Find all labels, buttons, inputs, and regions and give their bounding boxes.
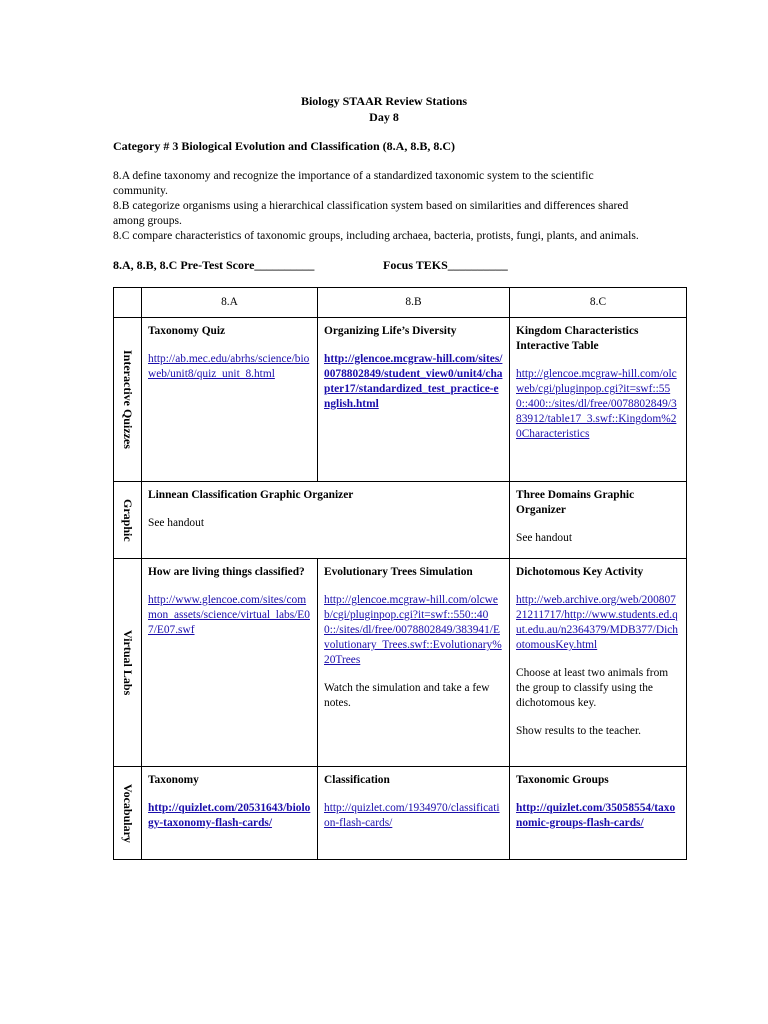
teks-8a: 8.A define taxonomy and recognize the importance of a standardized taxonomic system to the scientific community. (113, 169, 594, 197)
row-label-graphic: Graphic (121, 498, 135, 542)
cell-title: Dichotomous Key Activity (516, 566, 644, 578)
row-label-virtual-labs: Virtual Labs (121, 629, 135, 696)
column-header-8b: 8.B (318, 288, 510, 318)
cell-labs-8b (318, 559, 510, 767)
row-label-cell (114, 767, 142, 860)
document-day: Day 8 (369, 110, 399, 124)
cell-labs-8a (142, 559, 318, 767)
cell-note: See handout (148, 517, 204, 529)
organizing-lifes-diversity-link[interactable]: http://glencoe.mcgraw-hill.com/sites/0078802849/student_view0/unit4/chapter17/standardized_test_practice-english.html (324, 353, 503, 410)
row-vocabulary (114, 767, 687, 860)
cell-title: Taxonomic Groups (516, 774, 609, 786)
cell-title: Linnean Classification Graphic Organizer (148, 489, 354, 501)
row-label-interactive-quizzes: Interactive Quizzes (121, 350, 135, 449)
cell-note: Choose at least two animals from the group to classify using the dichotomous key. (516, 667, 669, 709)
taxonomy-flashcards-link[interactable]: http://quizlet.com/20531643/biology-taxonomy-flash-cards/ (148, 802, 311, 829)
cell-title: Organizing Life’s Diversity (324, 325, 457, 337)
taxonomic-groups-flashcards-link[interactable]: http://quizlet.com/35058554/taxonomic-groups-flash-cards/ (516, 802, 676, 829)
dichotomous-key-link[interactable]: http://web.archive.org/web/20080721211717/http://www.students.ed.qut.edu.au/n2364379/MDB377/DichotomousKey.html (516, 594, 678, 651)
column-header-8a: 8.A (142, 288, 318, 318)
cell-title: Three Domains Graphic Organizer (516, 489, 635, 516)
cell-labs-8c (510, 559, 687, 767)
stations-table (113, 287, 687, 860)
classification-flashcards-link[interactable]: http://quizlet.com/1934970/classification-flash-cards/ (324, 802, 500, 829)
cell-vocab-8c (510, 767, 687, 860)
taxonomy-quiz-link[interactable]: http://ab.mec.edu/abrhs/science/bioweb/unit8/quiz_unit_8.html (148, 353, 310, 380)
teks-8c: 8.C compare characteristics of taxonomic groups, including archaea, bacteria, protists, fungi, plants, and animals. (113, 229, 639, 242)
row-label-cell (114, 559, 142, 767)
cell-title: Taxonomy (148, 774, 199, 786)
row-interactive-quizzes (114, 318, 687, 482)
cell-title: How are living things classified? (148, 566, 305, 578)
cell-note: Watch the simulation and take a few notes. (324, 682, 490, 709)
cell-graphic-8c (510, 482, 687, 559)
teks-8b: 8.B categorize organisms using a hierarchical classification system based on similarities and differences shared among groups. (113, 199, 629, 227)
row-label-cell (114, 318, 142, 482)
living-things-lab-link[interactable]: http://www.glencoe.com/sites/common_assets/science/virtual_labs/E07/E07.swf (148, 594, 310, 636)
row-label-vocabulary: Vocabulary (121, 783, 135, 843)
category-heading: Category # 3 Biological Evolution and Classification (8.A, 8.B, 8.C) (113, 139, 456, 153)
corner-cell (114, 288, 142, 318)
document-title: Biology STAAR Review Stations (300, 94, 468, 108)
focus-teks-label: Focus TEKS__________ (383, 258, 508, 272)
cell-graphic-8a-8b (142, 482, 510, 559)
cell-quizzes-8c (510, 318, 687, 482)
pre-test-score-label: 8.A, 8.B, 8.C Pre-Test Score__________ (113, 258, 315, 272)
cell-note: Show results to the teacher. (516, 725, 641, 737)
score-line (113, 258, 653, 273)
row-virtual-labs (114, 559, 687, 767)
cell-vocab-8a (142, 767, 318, 860)
header-row (114, 288, 687, 318)
kingdom-characteristics-link[interactable]: http://glencoe.mcgraw-hill.com/olcweb/cgi/pluginpop.cgi?it=swf::550::400::/sites/dl/free/0078802849/383912/table17_3.swf::Kingdom%20Characteristics (516, 368, 677, 440)
cell-vocab-8b (318, 767, 510, 860)
cell-title: Evolutionary Trees Simulation (324, 566, 473, 578)
column-header-8c: 8.C (510, 288, 687, 318)
evolutionary-trees-link[interactable]: http://glencoe.mcgraw-hill.com/olcweb/cgi/pluginpop.cgi?it=swf::550::400::/sites/dl/free/0078802849/383941/Evolutionary_Trees.swf::Evolutionary%20Trees (324, 594, 502, 666)
cell-title: Taxonomy Quiz (148, 325, 226, 337)
row-graphic (114, 482, 687, 559)
row-label-cell (114, 482, 142, 559)
cell-note: See handout (516, 532, 572, 544)
cell-title: Kingdom Characteristics Interactive Table (516, 325, 639, 352)
cell-title: Classification (324, 774, 390, 786)
cell-quizzes-8a (142, 318, 318, 482)
cell-quizzes-8b (318, 318, 510, 482)
